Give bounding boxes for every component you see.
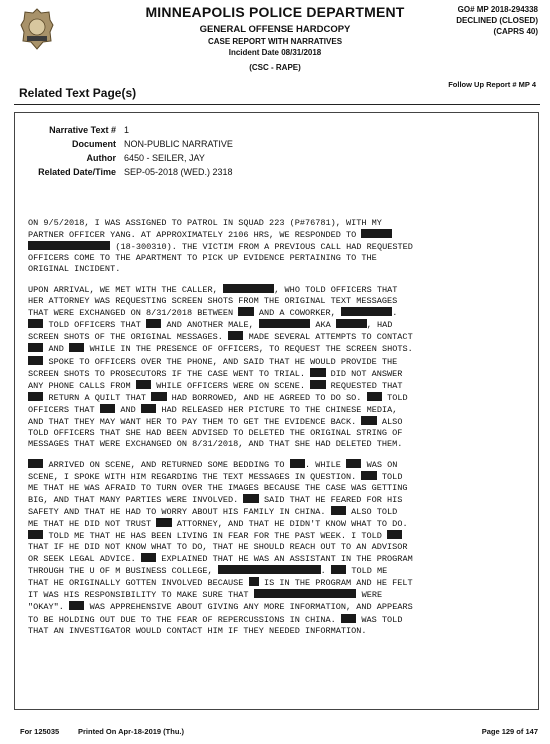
metadata-label: Narrative Text #	[49, 125, 116, 135]
redaction-bar	[156, 518, 171, 527]
redaction-bar	[28, 343, 43, 352]
narrative-text	[28, 218, 530, 646]
redaction-bar	[69, 343, 84, 352]
metadata-label: Author	[86, 153, 116, 163]
redaction-bar	[28, 459, 43, 468]
redaction-bar	[28, 241, 110, 250]
redaction-bar	[341, 614, 356, 623]
report-subtype: CASE REPORT WITH NARRATIVES	[207, 37, 343, 46]
redaction-bar	[28, 392, 43, 401]
redaction-bar	[28, 530, 43, 539]
redaction-bar	[387, 530, 402, 539]
metadata-value: NON-PUBLIC NARRATIVE	[124, 139, 233, 149]
metadata-row	[20, 123, 233, 137]
redaction-bar	[146, 319, 161, 328]
case-status: DECLINED (CLOSED)	[456, 16, 538, 25]
redaction-bar	[238, 307, 253, 316]
police-badge-logo	[20, 8, 54, 50]
redaction-bar	[151, 392, 166, 401]
redaction-bar	[243, 494, 258, 503]
redaction-bar	[100, 404, 115, 413]
redaction-bar	[367, 392, 382, 401]
case-info	[456, 4, 538, 37]
redaction-bar	[218, 565, 321, 574]
redaction-bar	[223, 284, 274, 293]
redaction-bar	[341, 307, 392, 316]
redaction-bar	[141, 404, 156, 413]
system-code: (CAPRS 40)	[493, 27, 538, 36]
metadata-row	[20, 137, 233, 151]
incident-date: Incident Date 08/31/2018	[228, 48, 322, 57]
metadata-value: 1	[124, 125, 130, 135]
narrative-metadata	[20, 123, 233, 179]
metadata-row	[20, 151, 233, 165]
redaction-bar	[249, 577, 259, 586]
footer-page: Page 129 of 147	[481, 727, 538, 736]
narrative-paragraph: ON 9/5/2018, I WAS ASSIGNED TO PATROL IN SQUAD 223 (P#76781), WITH MY PARTNER OFFICER YANG. AT APPROXIMATELY 2106 HRS, WE RESPONDED TO (18-300310). THE VICTIM FROM A PREVIOUS CALL HAD REQUESTED OFFICERS COME TO THE APARTMENT TO PICK UP EVIDENCE PERTAINING TO THE ORIGINAL INCIDENT.	[28, 218, 413, 275]
offense-type: (CSC - RAPE)	[249, 63, 301, 72]
go-number: GO# MP 2018-294338	[457, 5, 538, 14]
redaction-bar	[361, 229, 392, 238]
redaction-bar	[310, 368, 325, 377]
redaction-bar	[346, 459, 361, 468]
footer-printed: Printed On Apr-18-2019 (Thu.)	[78, 727, 184, 736]
redaction-bar	[136, 380, 151, 389]
redaction-bar	[331, 565, 346, 574]
redaction-bar	[361, 471, 376, 480]
section-title: Related Text Page(s)	[19, 86, 137, 100]
redaction-bar	[141, 553, 156, 562]
metadata-row	[20, 165, 233, 179]
redaction-bar	[361, 416, 376, 425]
redaction-bar	[331, 506, 346, 515]
redaction-bar	[228, 331, 243, 340]
redaction-bar	[254, 589, 357, 598]
redaction-bar	[259, 319, 310, 328]
redaction-bar	[69, 601, 84, 610]
follow-up-report: Follow Up Report # MP 4	[448, 80, 536, 89]
redaction-bar	[290, 459, 305, 468]
redaction-bar	[336, 319, 367, 328]
metadata-value: 6450 - SEILER, JAY	[124, 153, 205, 163]
report-type: GENERAL OFFENSE HARDCOPY	[199, 24, 351, 35]
footer-user: For 125035	[20, 727, 60, 736]
report-header	[120, 4, 430, 72]
metadata-label: Document	[71, 139, 116, 149]
narrative-paragraph: ARRIVED ON SCENE, AND RETURNED SOME BEDDING TO . WHILE WAS ON SCENE, I SPOKE WITH HIM REGARDING THE TEXT MESSAGES IN QUESTION. TOLD ME THAT HE WAS AFRAID TO TURN OVER THE IMAGES BECAUSE THE CASE WAS GETTING BIG, AND THAT MANY PARTIES WERE INVOLVED. SAID THAT HE FEARED FOR HIS SAFETY AND THAT HE HAD TO WORRY ABOUT HIS FAMILY IN CHINA. ALSO TOLD ME THAT HE DID NOT TRUST ATTORNEY, AND THAT HE DIDN'T KNOW WHAT TO DO. TOLD ME THAT HE HAS BEEN LIVING IN FEAR FOR THE PAST WEEK. I TOLD THAT IF HE DID NOT KNOW WHAT TO DO, THAT HE SHOULD REACH OUT TO AN ADVISOR OR SEEK LEGAL ADVICE. EXPLAINED THAT HE WAS AN ASSISTANT IN THE PROGRAM THROUGH THE U OF M BUSINESS COLLEGE, . TOLD ME THAT HE ORIGINALLY GOTTEN INVOLVED BECAUSE IS IN THE PROGRAM AND HE FELT IT WAS HIS RESPONSIBILITY TO MAKE SURE THAT WERE "OKAY". WAS APPREHENSIVE ABOUT GIVING ANY MORE INFORMATION, AND APPEARS TO BE HOLDING OUT DUE TO THE FEAR OF REPERCUSSIONS IN CHINA. WAS TOLD THAT AN INVESTIGATOR WOULD CONTACT HIM IF THEY NEEDED INFORMATION.	[28, 459, 413, 636]
redaction-bar	[310, 380, 325, 389]
metadata-label: Related Date/Time	[38, 167, 116, 177]
redaction-bar	[28, 356, 43, 365]
department-name: MINNEAPOLIS POLICE DEPARTMENT	[145, 4, 405, 20]
narrative-paragraph: UPON ARRIVAL, WE MET WITH THE CALLER, , WHO TOLD OFFICERS THAT HER ATTORNEY WAS REQUESTING SCREEN SHOTS FROM THE ORIGINAL TEXT MESSAGES THAT WERE EXCHANGED ON 8/31/2018 BETWEEN AND A COWORKER, . TOLD OFFICERS THAT AND ANOTHER MALE, AKA , HAD SCREEN SHOTS OF THE ORIGINAL MESSAGES. MADE SEVERAL ATTEMPTS TO CONTACT AND WHILE IN THE PRESENCE OF OFFICERS, TO REQUEST THE SCREEN SHOTS. SPOKE TO OFFICERS OVER THE PHONE, AND SAID THAT HE WOULD PROVIDE THE SCREEN SHOTS TO PROSECUTORS IF THE CASE WENT TO TRIAL. DID NOT ANSWER ANY PHONE CALLS FROM WHILE OFFICERS WERE ON SCENE. REQUESTED THAT RETURN A QUILT THAT HAD BORROWED, AND HE AGREED TO DO SO. TOLD OFFICERS THAT AND HAD RELEASED HER PICTURE TO THE CHINESE MEDIA, AND THAT THEY MAY WANT HER TO PAY THEM TO GET THE EVIDENCE BACK. ALSO TOLD OFFICERS THAT SHE HAD BEEN ADVISED TO DELETED THE ORIGINAL STRING OF MESSAGES THAT WERE EXCHANGED ON 8/31/2018, AND THAT SHE HAD DELETED THEM.	[28, 285, 413, 449]
header-divider	[14, 104, 540, 105]
redaction-bar	[28, 319, 43, 328]
metadata-value: SEP-05-2018 (WED.) 2318	[124, 167, 233, 177]
